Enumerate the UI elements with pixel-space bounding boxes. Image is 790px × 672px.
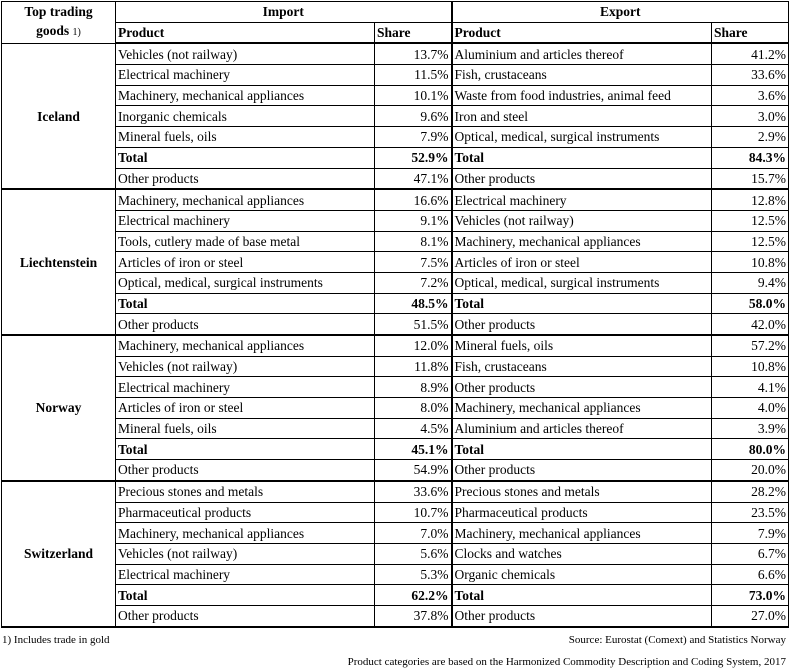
export-share-cell: 3.6% [712,85,789,106]
import-share-cell: 11.5% [375,65,452,86]
import-share-cell: 7.5% [375,252,452,273]
source-note: Source: Eurostat (Comext) and Statistics Norway [568,634,786,646]
table-row [2,356,789,377]
export-product-cell: Other products [452,377,712,398]
import-share-header: Share [375,22,452,43]
export-product-cell: Vehicles (not railway) [452,210,712,231]
import-share-cell: 7.2% [375,272,452,293]
country-name: Norway [2,335,116,481]
import-product-cell: Mineral fuels, oils [116,418,375,439]
country-name: Liechtenstein [2,189,116,335]
import-product-cell: Other products [116,460,375,481]
import-product-cell: Vehicles (not railway) [116,356,375,377]
export-share-cell: 12.5% [712,210,789,231]
import-product-cell: Electrical machinery [116,377,375,398]
export-product-cell: Optical, medical, surgical instruments [452,272,712,293]
export-product-cell: Other products [452,605,712,626]
table-row [2,460,789,481]
import-product-cell: Total [116,585,375,606]
table-row [2,293,789,314]
import-share-cell: 13.7% [375,43,452,64]
import-share-cell: 45.1% [375,439,452,460]
import-product-cell: Total [116,439,375,460]
import-share-cell: 33.6% [375,481,452,502]
export-share-cell: 23.5% [712,502,789,523]
import-product-cell: Machinery, mechanical appliances [116,523,375,544]
export-share-cell: 12.8% [712,189,789,210]
import-share-cell: 52.9% [375,147,452,168]
import-product-cell: Articles of iron or steel [116,252,375,273]
export-share-cell: 20.0% [712,460,789,481]
import-share-cell: 12.0% [375,335,452,356]
export-share-cell: 84.3% [712,147,789,168]
import-product-cell: Vehicles (not railway) [116,43,375,64]
export-share-cell: 9.4% [712,272,789,293]
export-product-cell: Machinery, mechanical appliances [452,231,712,252]
export-share-cell: 41.2% [712,43,789,64]
import-product-cell: Total [116,293,375,314]
import-share-cell: 8.9% [375,377,452,398]
export-share-cell: 7.9% [712,523,789,544]
table-row [2,272,789,293]
import-product-cell: Machinery, mechanical appliances [116,189,375,210]
import-share-cell: 10.7% [375,502,452,523]
export-share-cell: 10.8% [712,356,789,377]
table-row [2,314,789,335]
table-row [2,502,789,523]
export-share-cell: 80.0% [712,439,789,460]
table-row [2,439,789,460]
export-product-cell: Electrical machinery [452,189,712,210]
export-product-cell: Clocks and watches [452,543,712,564]
export-product-cell: Other products [452,168,712,189]
export-product-cell: Other products [452,314,712,335]
table-row [2,481,789,502]
import-header: Import [116,2,452,23]
table-row [2,189,789,210]
export-product-cell: Fish, crustaceans [452,65,712,86]
import-product-cell: Inorganic chemicals [116,106,375,127]
import-share-cell: 8.0% [375,398,452,419]
export-share-cell: 3.9% [712,418,789,439]
export-share-cell: 6.7% [712,543,789,564]
import-product-cell: Articles of iron or steel [116,398,375,419]
export-share-cell: 4.1% [712,377,789,398]
table-row [2,543,789,564]
table-row [2,377,789,398]
table-row [2,43,789,64]
table-row [2,398,789,419]
import-product-cell: Electrical machinery [116,564,375,585]
table-row [2,418,789,439]
import-product-cell: Optical, medical, surgical instruments [116,272,375,293]
import-share-cell: 5.6% [375,543,452,564]
top-trading-goods-header [2,2,116,44]
country-name: Switzerland [2,481,116,627]
export-share-cell: 57.2% [712,335,789,356]
export-product-cell: Total [452,439,712,460]
table-row [2,585,789,606]
export-share-cell: 3.0% [712,106,789,127]
export-share-cell: 42.0% [712,314,789,335]
table-row [2,85,789,106]
import-product-cell: Other products [116,314,375,335]
export-product-cell: Machinery, mechanical appliances [452,523,712,544]
import-product-cell: Other products [116,168,375,189]
export-share-cell: 73.0% [712,585,789,606]
import-product-header: Product [116,22,375,43]
import-product-cell: Pharmaceutical products [116,502,375,523]
import-share-cell: 47.1% [375,168,452,189]
import-product-cell: Electrical machinery [116,210,375,231]
export-product-cell: Total [452,147,712,168]
table-row [2,252,789,273]
export-share-cell: 27.0% [712,605,789,626]
export-product-cell: Aluminium and articles thereof [452,43,712,64]
import-share-cell: 9.6% [375,106,452,127]
export-share-cell: 58.0% [712,293,789,314]
import-share-cell: 51.5% [375,314,452,335]
header-line2: goods [36,23,70,39]
export-product-header: Product [452,22,712,43]
footnote: 1) Includes trade in gold [2,634,110,646]
export-share-cell: 2.9% [712,127,789,148]
table-row [2,168,789,189]
import-product-cell: Total [116,147,375,168]
export-share-cell: 12.5% [712,231,789,252]
table-row [2,523,789,544]
export-product-cell: Aluminium and articles thereof [452,418,712,439]
coding-system-note: Product categories are based on the Harmonized Commodity Description and Coding System, 2017 [347,656,786,668]
country-name: Iceland [2,43,116,189]
table-row [2,147,789,168]
import-product-cell: Precious stones and metals [116,481,375,502]
export-product-cell: Waste from food industries, animal feed [452,85,712,106]
export-share-cell: 15.7% [712,168,789,189]
export-product-cell: Optical, medical, surgical instruments [452,127,712,148]
import-product-cell: Vehicles (not railway) [116,543,375,564]
export-product-cell: Articles of iron or steel [452,252,712,273]
import-product-cell: Other products [116,605,375,626]
import-share-cell: 62.2% [375,585,452,606]
export-share-header: Share [712,22,789,43]
table-row [2,106,789,127]
export-product-cell: Precious stones and metals [452,481,712,502]
export-product-cell: Fish, crustaceans [452,356,712,377]
import-share-cell: 8.1% [375,231,452,252]
export-share-cell: 28.2% [712,481,789,502]
export-share-cell: 10.8% [712,252,789,273]
export-share-cell: 6.6% [712,564,789,585]
import-product-cell: Mineral fuels, oils [116,127,375,148]
table-row [2,605,789,626]
import-share-cell: 48.5% [375,293,452,314]
import-share-cell: 7.0% [375,523,452,544]
import-product-cell: Electrical machinery [116,65,375,86]
table-row [2,564,789,585]
table-row [2,231,789,252]
export-product-cell: Organic chemicals [452,564,712,585]
export-share-cell: 33.6% [712,65,789,86]
export-product-cell: Total [452,585,712,606]
table-row [2,127,789,148]
export-product-cell: Other products [452,460,712,481]
import-share-cell: 37.8% [375,605,452,626]
import-share-cell: 7.9% [375,127,452,148]
table-row [2,65,789,86]
trade-table [1,1,789,628]
export-share-cell: 4.0% [712,398,789,419]
export-product-cell: Total [452,293,712,314]
export-product-cell: Machinery, mechanical appliances [452,398,712,419]
header-footnote-ref: 1) [72,27,81,39]
import-share-cell: 9.1% [375,210,452,231]
header-line1: Top trading [24,4,93,20]
import-share-cell: 54.9% [375,460,452,481]
import-share-cell: 5.3% [375,564,452,585]
import-share-cell: 11.8% [375,356,452,377]
import-share-cell: 16.6% [375,189,452,210]
table-row [2,210,789,231]
import-product-cell: Machinery, mechanical appliances [116,85,375,106]
export-header: Export [452,2,789,23]
export-product-cell: Iron and steel [452,106,712,127]
table-row [2,335,789,356]
export-product-cell: Pharmaceutical products [452,502,712,523]
import-share-cell: 4.5% [375,418,452,439]
import-product-cell: Tools, cutlery made of base metal [116,231,375,252]
import-product-cell: Machinery, mechanical appliances [116,335,375,356]
export-product-cell: Mineral fuels, oils [452,335,712,356]
import-share-cell: 10.1% [375,85,452,106]
